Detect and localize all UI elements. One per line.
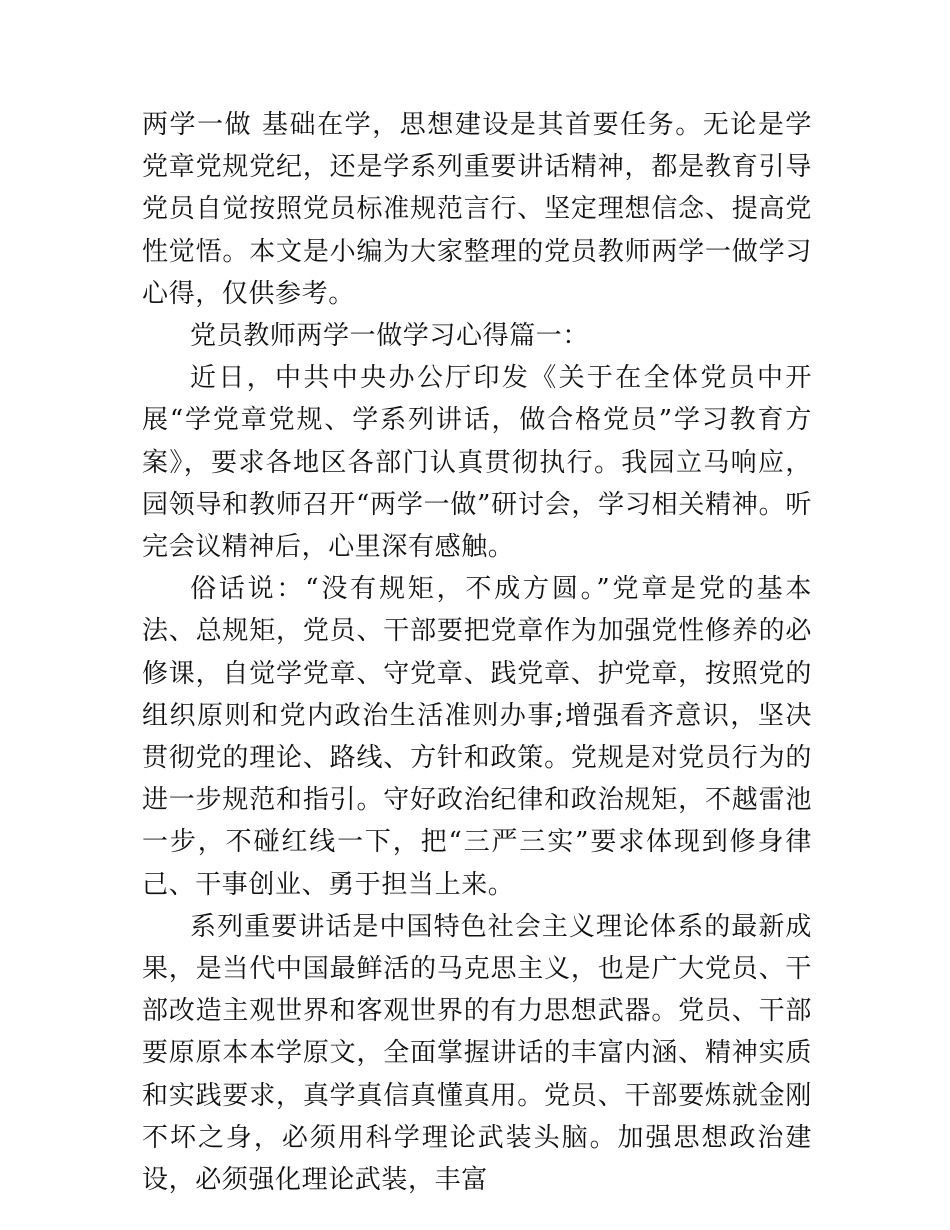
document-page (142, 104, 812, 1201)
body-paragraph-1: 近日，中共中央办公厅印发《关于在全体党员中开展“学党章党规、学系列讲话，做合格党员”学习教育方案》，要求各地区各部门认真贯彻执行。我园立马响应，园领导和教师召开“两学一做”研讨会，学习相关精神。听完会议精神后，心里深有感触。 (142, 363, 812, 563)
body-paragraph-2: 俗话说：“没有规矩，不成方圆。”党章是党的基本法、总规矩，党员、干部要把党章作为加强党性修养的必修课，自觉学党章、守党章、践党章、护党章，按照党的组织原则和党内政治生活准则办事;增强看齐意识，坚决贯彻党的理论、路线、方针和政策。党规是对党员行为的进一步规范和指引。守好政治纪律和政治规矩，不越雷池一步，不碰红线一下，把“三严三实”要求体现到修身律己、干事创业、勇于担当上来。 (142, 574, 812, 900)
section-heading: 党员教师两学一做学习心得篇一： (190, 321, 590, 352)
intro-paragraph: 两学一做 基础在学，思想建设是其首要任务。无论是学党章党规党纪，还是学系列重要讲话精神，都是教育引导党员自觉按照党员标准规范言行、坚定理想信念、提高党性觉悟。本文是小编为大家整理的党员教师两学一做学习心得，仅供参考。 (142, 110, 812, 309)
body-paragraph-3: 系列重要讲话是中国特色社会主义理论体系的最新成果，是当代中国最鲜活的马克思主义，也是广大党员、干部改造主观世界和客观世界的有力思想武器。党员、干部要原原本本学原文，全面掌握讲话的丰富内涵、精神实质和实践要求，真学真信真懂真用。党员、干部要炼就金刚不坏之身，必须用科学理论武装头脑。加强思想政治建设，必须强化理论武装，丰富 (142, 911, 812, 1196)
